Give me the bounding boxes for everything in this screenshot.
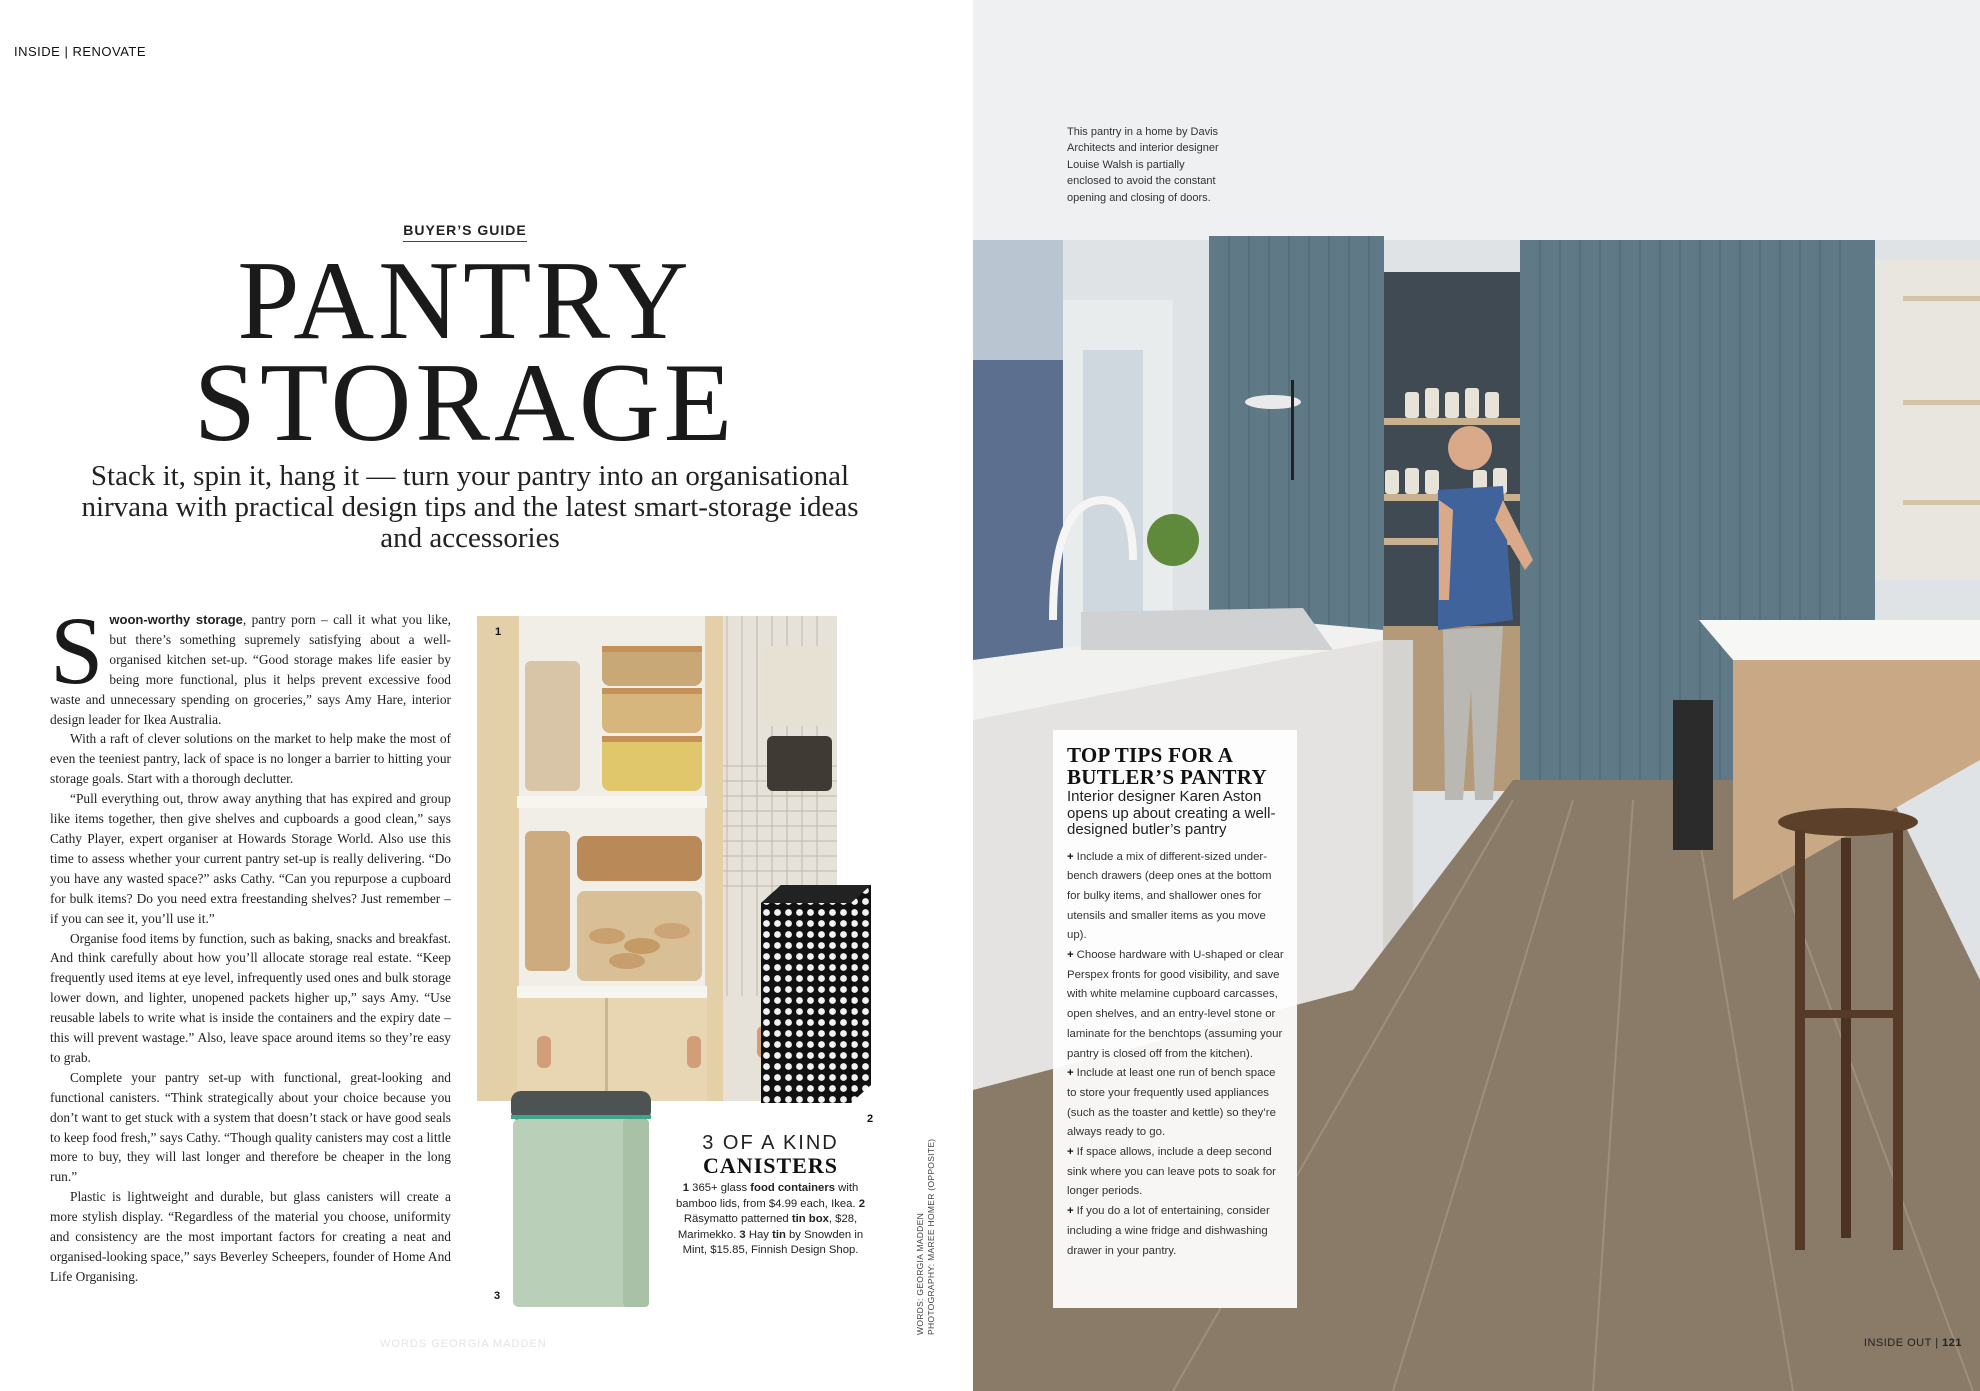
- product-number-2: 2: [867, 1113, 874, 1125]
- folio-magazine: INSIDE OUT: [1863, 1337, 1932, 1349]
- desc-num-3: 3: [739, 1228, 746, 1241]
- section-label: INSIDE | RENOVATE: [14, 44, 147, 59]
- tin-box-illustration: [761, 885, 871, 1103]
- desc-num-2: 2: [858, 1197, 866, 1210]
- lead-bold: woon-worthy storage: [109, 612, 243, 627]
- top-tips-panel: [1053, 730, 1297, 1308]
- standfirst: Stack it, spin it, hang it — turn your pantry into an organisational nirvana with practical design tips and the latest smart-storage ideas and accessories: [81, 460, 859, 554]
- headline-line-1: PANTRY: [237, 239, 693, 363]
- tip-item: [1067, 1064, 1285, 1143]
- kicker-text: BUYER’S GUIDE: [403, 222, 526, 242]
- tips-list: [1067, 848, 1285, 1262]
- desc-num-1: 1: [682, 1182, 690, 1194]
- tips-title-line-2: BUTLER’S PANTRY: [1067, 765, 1267, 789]
- desc-1b: food containers: [750, 1182, 836, 1194]
- kind-description: [672, 1181, 869, 1259]
- plus-icon: +: [1067, 1146, 1074, 1159]
- desc-2c: , $28, Marimekko.: [677, 1213, 858, 1241]
- credit-photography: PHOTOGRAPHY: MAREE HOMER (OPPOSITE): [926, 1138, 936, 1335]
- product-mint-tin: [503, 1085, 658, 1310]
- body-paragraph-3: “Pull everything out, throw away anything that has expired and group like items together, then give shelves and cupboards a good clean,” says Cathy Player, expert organiser at Howards Storage World. Also use this time to assess whether your current pantry set-up is really delivering. “Do you have any wasted space?” asks Cathy. “Can you repurpose a cupboard for bulk items? Do you need extra freestanding shelves? Just remember – if you can see it, you’ll use it.”: [50, 791, 451, 926]
- desc-3c: by Snowden in Mint, $15.85, Finnish Design Shop.: [682, 1228, 864, 1257]
- tips-title: [1067, 744, 1285, 788]
- tip-item: [1067, 848, 1285, 947]
- body-paragraph-5: Complete your pantry set-up with functional, great-looking and functional canisters. “Think strategically about your choice because you don’t want to get stuck with a system that doesn’t stack or have good seals to keep food fresh,” says Cathy. “Though quality canisters may cost a little more to buy, they will last longer and therefore be cheaper in the long run.”: [50, 1069, 451, 1185]
- page-folio: [1864, 1337, 1962, 1349]
- tip-item: [1067, 1202, 1285, 1261]
- tip-text: If you do a lot of entertaining, consider including a wine fridge and dishwashing drawer in your pantry.: [1067, 1205, 1270, 1257]
- plus-icon: +: [1067, 949, 1074, 962]
- left-page: [0, 0, 973, 1391]
- plus-icon: +: [1067, 1067, 1074, 1080]
- three-of-a-kind: [672, 1132, 869, 1259]
- desc-2a: Räsymatto patterned: [683, 1213, 792, 1226]
- tip-text: Choose hardware with U-shaped or clear Perspex fronts for good visibility, and save with white melamine cupboard carcasses, open shelves, and an entry-level stone or laminate for the benchtops (assuming your pantry is closed off from the kitchen).: [1067, 949, 1284, 1060]
- tips-title-line-1: TOP TIPS FOR A: [1067, 743, 1234, 767]
- product-number-3: 3: [494, 1290, 501, 1302]
- body-paragraph-2: With a raft of clever solutions on the market to help make the most of even the teeniest pantry, lack of space is no longer a barrier to hitting your storage goals. Start with a thorough declutter.: [50, 731, 451, 787]
- photo-credits: [915, 1105, 935, 1335]
- ghost-credit: WORDS GEORGIA MADDEN: [380, 1338, 547, 1350]
- body-text: [50, 597, 451, 1287]
- desc-1a: 365+ glass: [689, 1182, 751, 1194]
- desc-3a: Hay: [745, 1228, 773, 1241]
- tip-item: [1067, 946, 1285, 1064]
- folio-separator: |: [1931, 1337, 1943, 1349]
- tip-text: Include a mix of different-sized under-bench drawers (deep ones at the bottom for bulky items, and shallower ones for utensils and smaller items as you move up).: [1067, 850, 1272, 942]
- body-paragraph-1: [50, 597, 451, 729]
- plus-icon: +: [1067, 850, 1074, 863]
- photo-caption: This pantry in a home by Davis Architects and interior designer Louise Walsh is partially enclosed to avoid the constant opening and closing of doors.: [1067, 126, 1219, 204]
- page-number: 121: [1942, 1337, 1962, 1349]
- body-paragraph-6: Plastic is lightweight and durable, but glass canisters will create a more stylish display. “Regardless of the material you choose, uniformity and consistency are the most important factors for creating a neat and organised-looking space,” says Beverley Scheepers, founder of Home And Life Organising.: [50, 1189, 451, 1284]
- desc-1c: with bamboo lids, from $4.99 each, Ikea.: [675, 1182, 859, 1210]
- tip-text: If space allows, include a deep second sink where you can leave pots to soak for longer periods.: [1067, 1146, 1276, 1198]
- tip-text: Include at least one run of bench space to store your frequently used appliances (such as the toaster and kettle) so they’re always ready to go.: [1067, 1067, 1276, 1139]
- headline: [0, 239, 930, 465]
- kind-title: CANISTERS: [703, 1153, 838, 1178]
- tips-subtitle: Interior designer Karen Aston opens up about creating a well-designed butler’s pantry: [1067, 788, 1276, 838]
- credit-words: WORDS: GEORGIA MADDEN: [915, 1212, 925, 1335]
- drop-cap: S: [50, 597, 104, 704]
- body-paragraph-1-text: , pantry porn – call it what you like, but there’s something supremely satisfying about a well-organised kitchen set-up. “Good storage makes life easier by being more functional, plus it helps prevent excessive food waste and unnecessary spending on groceries,” says Amy Hare, interior design leader for Ikea Australia.: [50, 612, 451, 727]
- kind-kicker: 3 OF A KIND: [702, 1132, 839, 1154]
- desc-2b: tin box: [791, 1213, 829, 1226]
- headline-line-2: STORAGE: [193, 341, 737, 465]
- body-paragraph-4: Organise food items by function, such as baking, snacks and breakfast. And think carefully about how you’ll allocate storage real estate. “Keep frequently used items at eye level, infrequently used ones and bulk storage lower down, and lighter, unopened packets higher up,” says Amy. “Use reusable labels to write what is inside the containers and the expiry date – this will prevent wastage.” Also, leave space around items so they’re easy to grab.: [50, 930, 451, 1065]
- tip-item: [1067, 1143, 1285, 1202]
- kicker: [0, 222, 930, 240]
- desc-3b: tin: [772, 1228, 786, 1241]
- product-number-1: 1: [495, 626, 502, 638]
- product-tin-box: [761, 885, 871, 1103]
- mint-tin-illustration: [503, 1085, 658, 1310]
- plus-icon: +: [1067, 1205, 1074, 1218]
- right-page: [973, 0, 1980, 1391]
- credits-text: [915, 1139, 937, 1335]
